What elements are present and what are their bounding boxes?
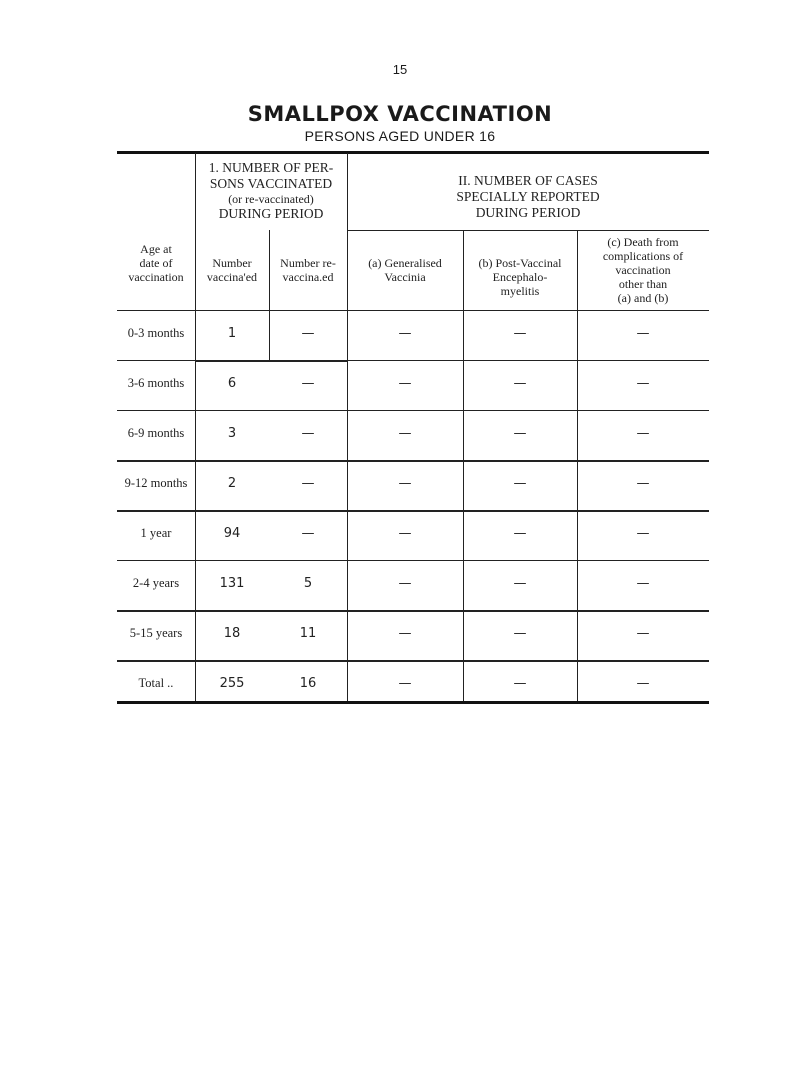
death-cell: — xyxy=(636,476,650,491)
vaccinated-cell: 3 xyxy=(227,426,237,441)
revaccinated-cell: — xyxy=(301,326,315,341)
vaccinated-cell: 18 xyxy=(223,626,241,641)
death-cell: — xyxy=(636,576,650,591)
vaccinated-cell: 255 xyxy=(219,676,245,691)
vaccinated-cell: 131 xyxy=(219,576,245,591)
table-bottom-rule xyxy=(117,701,709,704)
vaccinated-cell: 2 xyxy=(227,476,237,491)
death-cell: — xyxy=(636,426,650,441)
revaccinated-cell: 16 xyxy=(299,676,317,691)
page-number: 15 xyxy=(392,62,408,77)
row-divider xyxy=(117,460,709,462)
row-divider xyxy=(117,560,709,561)
vaccinated-cell: 6 xyxy=(227,376,237,391)
age-cell: 2-4 years xyxy=(132,576,180,590)
age-cell: 9-12 months xyxy=(124,476,188,490)
death-cell: — xyxy=(636,526,650,541)
header-number-vaccinated: Number vaccina'ed xyxy=(206,256,258,284)
header-death: (c) Death from complications of vaccination other than (a) and (b) xyxy=(602,235,684,305)
header-group-vaccinated: 1. NUMBER OF PER- SONS VACCINATED (or re-vaccinated) DURING PERIOD xyxy=(208,160,334,221)
age-cell: 5-15 years xyxy=(129,626,183,640)
vaccinated-cell: 94 xyxy=(223,526,241,541)
header-encephalomyelitis: (b) Post-Vaccinal Encephalo- myelitis xyxy=(478,256,562,298)
death-cell: — xyxy=(636,676,650,691)
age-cell: 0-3 months xyxy=(127,326,185,340)
row-divider xyxy=(347,230,709,231)
encephalo-cell: — xyxy=(513,476,527,491)
table-top-rule xyxy=(117,151,709,154)
age-cell: 6-9 months xyxy=(127,426,185,440)
generalised-cell: — xyxy=(398,676,412,691)
generalised-cell: — xyxy=(398,626,412,641)
row-divider xyxy=(117,360,195,361)
revaccinated-cell: 11 xyxy=(299,626,317,641)
row-divider xyxy=(117,610,709,612)
death-cell: — xyxy=(636,326,650,341)
vaccinated-cell: 1 xyxy=(227,326,237,341)
encephalo-cell: — xyxy=(513,376,527,391)
generalised-cell: — xyxy=(398,476,412,491)
row-divider xyxy=(117,310,709,311)
row-divider xyxy=(347,360,709,361)
row-divider xyxy=(117,510,709,512)
revaccinated-cell: — xyxy=(301,476,315,491)
age-cell: Total .. xyxy=(138,676,174,690)
death-cell: — xyxy=(636,376,650,391)
header-generalised-vaccinia: (a) Generalised Vaccinia xyxy=(368,256,442,284)
revaccinated-cell: — xyxy=(301,426,315,441)
generalised-cell: — xyxy=(398,426,412,441)
death-cell: — xyxy=(636,626,650,641)
generalised-cell: — xyxy=(398,376,412,391)
age-cell: 3-6 months xyxy=(127,376,185,390)
row-divider xyxy=(195,360,347,362)
header-group-cases: II. NUMBER OF CASES SPECIALLY REPORTED DURING PERIOD xyxy=(456,173,600,220)
revaccinated-cell: — xyxy=(301,376,315,391)
revaccinated-cell: — xyxy=(301,526,315,541)
page-title: SMALLPOX VACCINATION xyxy=(247,102,553,126)
age-cell: 1 year xyxy=(140,526,172,540)
generalised-cell: — xyxy=(398,526,412,541)
header-number-revaccinated: Number re- vaccina.ed xyxy=(280,256,336,284)
encephalo-cell: — xyxy=(513,526,527,541)
encephalo-cell: — xyxy=(513,576,527,591)
encephalo-cell: — xyxy=(513,326,527,341)
encephalo-cell: — xyxy=(513,676,527,691)
page-subtitle: PERSONS AGED UNDER 16 xyxy=(304,128,496,144)
revaccinated-cell: 5 xyxy=(303,576,313,591)
encephalo-cell: — xyxy=(513,626,527,641)
row-divider xyxy=(117,410,709,411)
row-divider xyxy=(117,660,709,662)
encephalo-cell: — xyxy=(513,426,527,441)
generalised-cell: — xyxy=(398,576,412,591)
generalised-cell: — xyxy=(398,326,412,341)
header-age: Age at date of vaccination xyxy=(128,242,184,284)
